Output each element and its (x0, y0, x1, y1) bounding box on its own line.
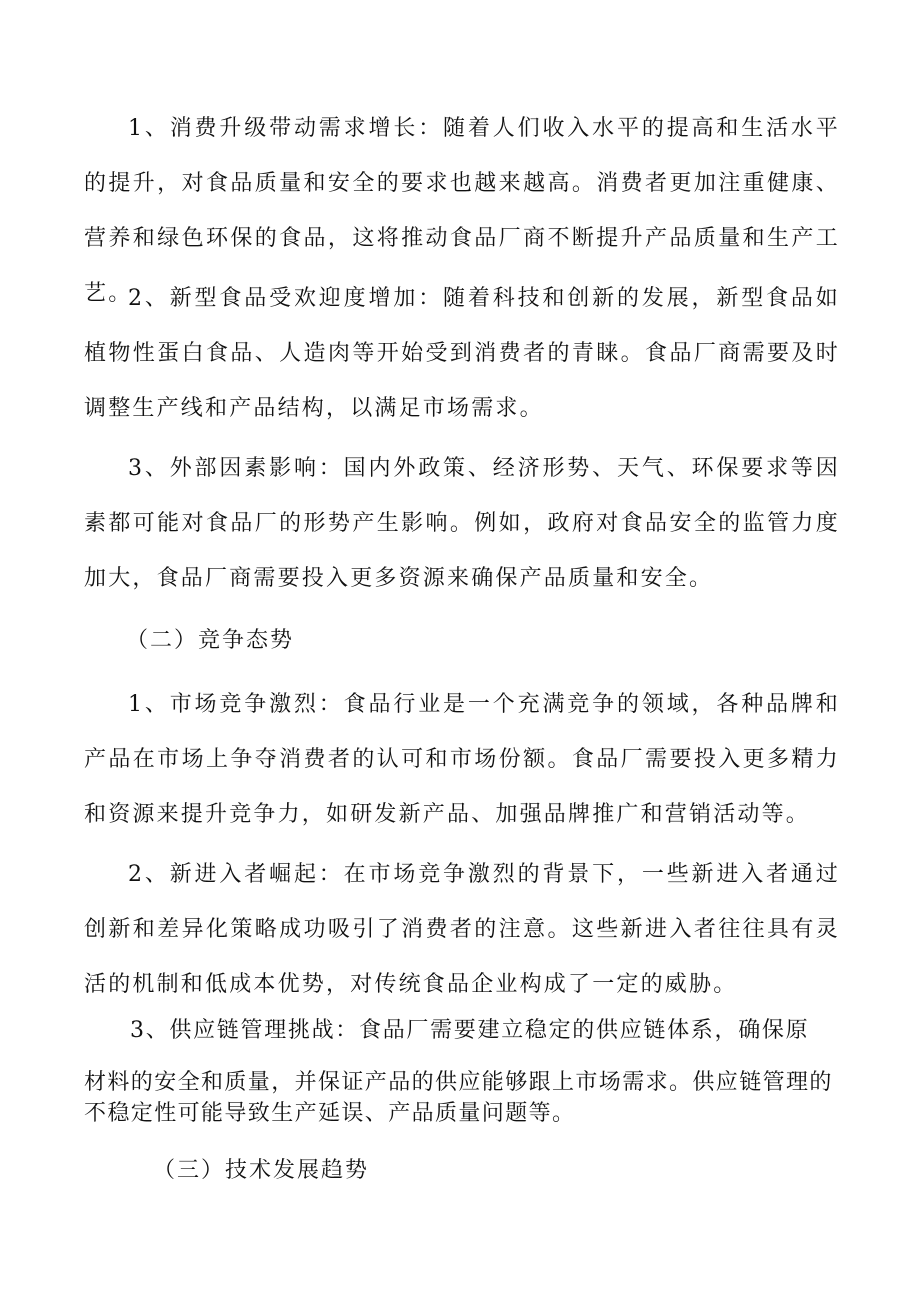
supply-chain-line-1: 3、供应链管理挑战：食品厂需要建立稳定的供应链体系，确保原 (130, 1018, 810, 1043)
section-heading-technology-trends: （三）技术发展趋势 (153, 1158, 370, 1183)
paragraph-external-factors: 3、外部因素影响：国内外政策、经济形势、天气、环保要求等因素都可能对食品厂的形势产生影响。例如，政府对食品安全的监管力度加大，食品厂商需要投入更多资源来确保产品质量和安全。 (84, 456, 840, 591)
paragraph-new-food-popularity: 2、新型食品受欢迎度增加：随着科技和创新的发展，新型食品如植物性蛋白食品、人造肉等开始受到消费者的青睐。食品厂商需要及时调整生产线和产品结构，以满足市场需求。 (84, 286, 840, 421)
paragraph-market-competition: 1、市场竞争激烈：食品行业是一个充满竞争的领域，各种品牌和产品在市场上争夺消费者的认可和市场份额。食品厂需要投入更多精力和资源来提升竞争力，如研发新产品、加强品牌推广和营销活动等。 (84, 692, 840, 827)
paragraph-consumption-upgrade: 1、消费升级带动需求增长：随着人们收入水平的提高和生活水平的提升，对食品质量和安全的要求也越来越高。消费者更加注重健康、营养和绿色环保的食品，这将推动食品厂商不断提升产品质量和生产工艺。 (84, 116, 840, 306)
supply-chain-line-2: 材料的安全和质量，并保证产品的供应能够跟上市场需求。供应链管理的 (84, 1070, 833, 1095)
supply-chain-line-3: 不稳定性可能导致生产延误、产品质量问题等。 (84, 1101, 576, 1126)
section-heading-competition: （二）竞争态势 (126, 628, 295, 653)
paragraph-new-entrants: 2、新进入者崛起：在市场竞争激烈的背景下，一些新进入者通过创新和差异化策略成功吸引了消费者的注意。这些新进入者往往具有灵活的机制和低成本优势，对传统食品企业构成了一定的威胁。 (84, 862, 840, 997)
